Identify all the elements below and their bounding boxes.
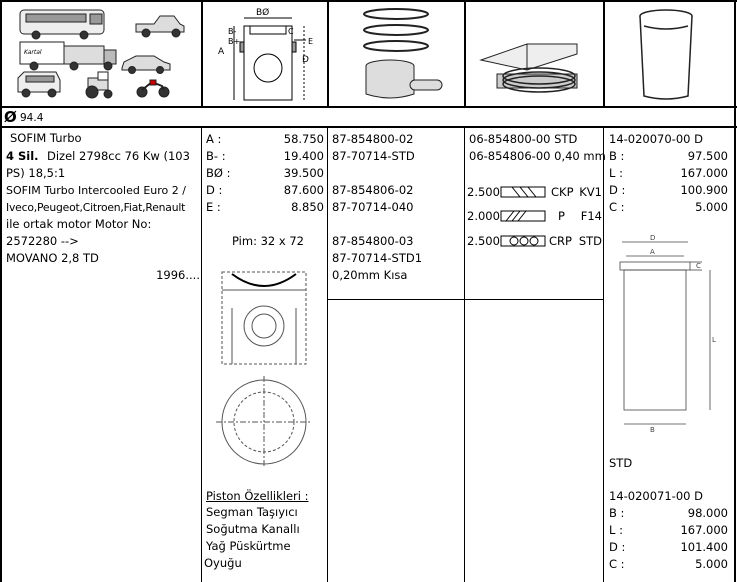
ring-code-1: 06-854800-00 STD (469, 132, 578, 146)
piston-code-7: 0,20mm Kısa (332, 268, 408, 282)
left-border (0, 0, 2, 582)
vehicle-line-7: 2572280 --> (6, 234, 79, 248)
liner1-label-l: L : (609, 166, 623, 180)
diagram-label-bo: BØ (256, 8, 270, 18)
piston-features-title: Piston Özellikleri : (206, 489, 309, 503)
piston-dim-label-bo: BØ : (206, 166, 231, 180)
piston-dim-value-e: 8.850 (291, 200, 324, 214)
liner2-label-d: D : (609, 540, 626, 554)
piston-feature-4: Oyuğu (204, 556, 242, 570)
liner1-std-label: STD (609, 456, 633, 470)
pickup-icon (136, 16, 184, 37)
liner2-value-b: 98.000 (687, 506, 728, 520)
ring-code-2: 06-854806-00 0,40 mm (469, 149, 606, 163)
diagram-label-b-plus: B+ (228, 37, 241, 46)
diagram-label-a: A (218, 47, 225, 57)
diagram-label-e: E (308, 37, 314, 46)
body-divider-1 (201, 128, 202, 582)
liner2-label-l: L : (609, 523, 623, 537)
piston-code-6: 87-70714-STD1 (332, 251, 423, 265)
vehicle-line-6: ile ortak motor Motor No: (6, 217, 152, 231)
ring-type-2: P (558, 209, 565, 223)
piston-code-3: 87-854806-02 (332, 183, 414, 197)
ring-type-1: CKP (551, 185, 574, 199)
liner1-value-b: 97.500 (687, 149, 728, 163)
ring-code-std: STD (578, 234, 602, 248)
tractor-icon (86, 72, 112, 98)
body-divider-3 (464, 128, 465, 582)
motorcycle-icon (137, 80, 169, 97)
bore-value: 94.4 (20, 112, 44, 124)
liner2-label-b: B : (609, 506, 625, 520)
liner1-value-d: 100.900 (680, 183, 728, 197)
liner1-label-c: C : (609, 200, 625, 214)
header-divider-2 (327, 0, 329, 108)
vehicle-line-2: Dizel 2798cc 76 Kw (103 (47, 149, 190, 163)
liner1-value-l: 167.000 (680, 166, 728, 180)
piston-code-2: 87-70714-STD (332, 149, 415, 163)
ring-width-2: 2.000 (467, 209, 500, 223)
piston-dim-label-a: A : (206, 132, 222, 146)
piston-dim-value-b-minus: 19.400 (283, 149, 324, 163)
piston-code-5: 87-854800-03 (332, 234, 414, 248)
vehicle-line-1: SOFIM Turbo (10, 131, 82, 145)
liner-diagram-label-d: D (650, 234, 656, 242)
piston-technical-drawing (212, 268, 316, 482)
vehicle-line-3: PS) 18,5:1 (6, 166, 66, 180)
piston-pin-size: Pim: 32 x 72 (232, 234, 304, 248)
piston-dim-label-e: E : (206, 200, 221, 214)
bus-icon (20, 10, 104, 39)
right-border (734, 0, 736, 582)
bore-row-bottom-border (0, 126, 737, 128)
ring-width-1: 2.500 (467, 185, 500, 199)
body-divider-4 (603, 128, 604, 582)
oil-ring-icon (500, 234, 546, 248)
liner1-label-b: B : (609, 149, 625, 163)
piston-code-4: 87-70714-040 (332, 200, 414, 214)
van-icon (18, 72, 60, 97)
car-icon (122, 56, 170, 74)
piston-dim-value-bo: 39.500 (283, 166, 324, 180)
ring-code-kv1: KV1 (579, 185, 602, 199)
vehicle-line-8: MOVANO 2,8 TD (6, 251, 99, 265)
piston-dim-value-d: 87.600 (283, 183, 324, 197)
body-divider-2 (327, 128, 328, 582)
piston-dim-label-b-minus: B- : (206, 149, 226, 163)
piston-feature-1: Segman Taşıyıcı (206, 505, 298, 519)
liner-diagram-label-b: B (650, 426, 655, 434)
liner1-value-c: 5.000 (695, 200, 728, 214)
ring-width-3: 2.500 (467, 234, 500, 248)
header-bottom-border (0, 106, 737, 108)
liner1-code: 14-020070-00 D (609, 132, 703, 146)
ring-type-3: CRP (549, 234, 572, 248)
piston-dim-value-a: 58.750 (283, 132, 324, 146)
liner-technical-drawing (610, 232, 730, 436)
ring-set-image (467, 4, 602, 104)
piston-feature-3: Yağ Püskürtme (206, 539, 291, 553)
piston-dimension-diagram (204, 4, 326, 104)
rings-bottom-border (328, 299, 604, 300)
liner1-label-d: D : (609, 183, 626, 197)
liner-diagram-label-c: C (696, 262, 701, 270)
piston-rings-image (330, 4, 462, 104)
compression-ring-icon (500, 185, 546, 199)
liner2-code: 14-020071-00 D (609, 489, 703, 503)
liner-diagram-label-a: A (650, 248, 655, 256)
liner2-label-c: C : (609, 557, 625, 571)
piston-feature-2: Soğutma Kanallı (206, 522, 300, 536)
liner2-value-c: 5.000 (695, 557, 728, 571)
vehicle-line-4: SOFIM Turbo Intercooled Euro 2 / (6, 184, 186, 197)
second-ring-icon (500, 209, 546, 223)
header-divider-4 (603, 0, 605, 108)
diagram-label-d: D (302, 55, 309, 65)
diagram-label-c: C (288, 27, 294, 36)
svg-text:Kartal: Kartal (24, 49, 42, 56)
ring-code-f14: F14 (580, 209, 602, 223)
vehicle-line-5: Iveco,Peugeot,Citroen,Fiat,Renault (6, 201, 186, 214)
vehicle-icons (4, 4, 200, 104)
liner-diagram-label-l: L (712, 336, 716, 344)
piston-dim-label-d: D : (206, 183, 223, 197)
bore-symbol: Ø (4, 108, 17, 126)
vehicle-cylinders: 4 Sil. (6, 149, 39, 163)
diagram-label-b-minus: B- (228, 27, 237, 36)
header-divider-3 (464, 0, 466, 108)
cylinder-liner-image (606, 4, 734, 104)
liner2-value-l: 167.000 (680, 523, 728, 537)
vehicle-year: 1996.... (156, 268, 200, 282)
top-border (0, 0, 737, 2)
piston-code-1: 87-854800-02 (332, 132, 414, 146)
header-divider-1 (201, 0, 203, 108)
liner2-value-d: 101.400 (680, 540, 728, 554)
truck-icon (20, 42, 116, 70)
